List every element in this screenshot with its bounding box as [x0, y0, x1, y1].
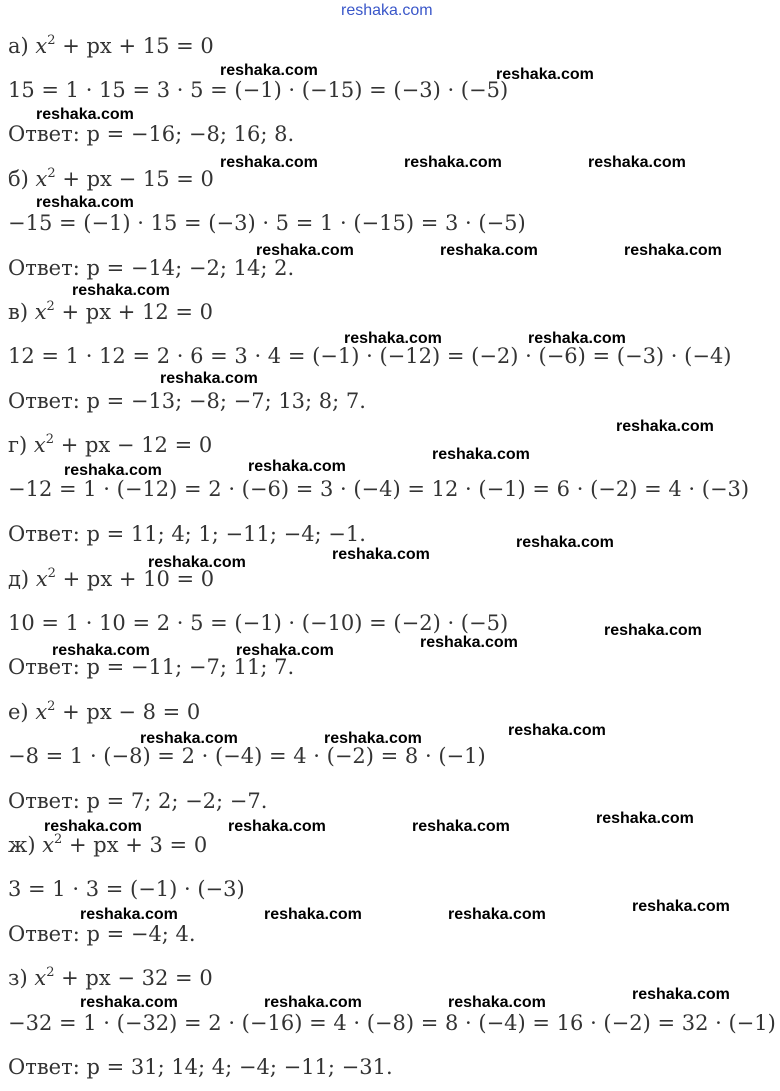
- exponent: 2: [54, 832, 63, 847]
- exponent: 2: [46, 299, 55, 314]
- answer-g: Ответ: p = 11; 4; 1; −11; −4; −1.: [8, 522, 366, 546]
- answer-d: Ответ: p = −11; −7; 11; 7.: [8, 655, 295, 679]
- equation-rest: + px − 12 = 0: [54, 433, 213, 457]
- watermark: reshaka.com: [412, 818, 510, 835]
- answer-v: Ответ: p = −13; −8; −7; 13; 8; 7.: [8, 389, 366, 413]
- equation-rest: + px + 10 = 0: [55, 567, 215, 591]
- variable-x: x: [35, 167, 48, 191]
- variable-x: x: [34, 300, 47, 324]
- watermark: reshaka.com: [220, 62, 318, 79]
- watermark: reshaka.com: [332, 546, 430, 563]
- watermark: reshaka.com: [516, 534, 614, 551]
- watermark: reshaka.com: [72, 282, 170, 299]
- factorization-g: −12 = 1 · (−12) = 2 · (−6) = 3 · (−4) = 12 · (−1) = 6 · (−2) = 4 · (−3): [8, 477, 750, 501]
- watermark: reshaka.com: [616, 418, 714, 435]
- watermark: reshaka.com: [448, 906, 546, 923]
- variable-x: x: [33, 433, 46, 457]
- equation-rest: + px + 3 = 0: [62, 833, 208, 857]
- watermark: reshaka.com: [148, 554, 246, 571]
- watermark: reshaka.com: [80, 994, 178, 1011]
- watermark: reshaka.com: [228, 818, 326, 835]
- watermark: reshaka.com: [140, 730, 238, 747]
- problem-label: г): [8, 433, 28, 457]
- factorization-e: −8 = 1 · (−8) = 2 · (−4) = 4 · (−2) = 8 · (−1): [8, 744, 486, 768]
- equation-z: [8, 966, 213, 990]
- watermark: reshaka.com: [420, 634, 518, 651]
- exponent: 2: [46, 965, 55, 980]
- watermark: reshaka.com: [344, 330, 442, 347]
- site-link[interactable]: reshaka.com: [341, 2, 433, 19]
- watermark: reshaka.com: [36, 194, 134, 211]
- variable-x: x: [34, 966, 47, 990]
- exponent: 2: [47, 33, 56, 48]
- watermark: reshaka.com: [404, 154, 502, 171]
- answer-e: Ответ: p = 7; 2; −2; −7.: [8, 789, 268, 813]
- watermark: reshaka.com: [604, 622, 702, 639]
- exponent: 2: [47, 166, 56, 181]
- equation-rest: + px + 15 = 0: [55, 34, 214, 58]
- equation-b: [8, 167, 214, 191]
- factorization-zh: 3 = 1 · 3 = (−1) · (−3): [8, 877, 245, 901]
- variable-x: x: [35, 34, 48, 58]
- watermark: reshaka.com: [596, 810, 694, 827]
- problem-label: ж): [8, 833, 36, 857]
- equation-e: [8, 700, 200, 724]
- equation-rest: + px − 15 = 0: [55, 167, 214, 191]
- factorization-v: 12 = 1 · 12 = 2 · 6 = 3 · 4 = (−1) · (−12) = (−2) · (−6) = (−3) · (−4): [8, 344, 732, 368]
- watermark: reshaka.com: [160, 370, 258, 387]
- factorization-z: −32 = 1 · (−32) = 2 · (−16) = 4 · (−8) = 8 · (−4) = 16 · (−2) = 32 · (−1): [8, 1011, 776, 1035]
- problem-label: а): [8, 34, 29, 58]
- problem-label: з): [8, 966, 28, 990]
- watermark: reshaka.com: [64, 462, 162, 479]
- watermark: reshaka.com: [44, 818, 142, 835]
- watermark: reshaka.com: [52, 642, 150, 659]
- factorization-a: 15 = 1 · 15 = 3 · 5 = (−1) · (−15) = (−3) · (−5): [8, 78, 509, 102]
- answer-a: Ответ: p = −16; −8; 16; 8.: [8, 122, 295, 146]
- variable-x: x: [35, 700, 48, 724]
- watermark: reshaka.com: [508, 722, 606, 739]
- problem-label: б): [8, 167, 29, 191]
- answer-b: Ответ: p = −14; −2; 14; 2.: [8, 256, 295, 280]
- watermark: reshaka.com: [248, 458, 346, 475]
- problem-label: е): [8, 700, 29, 724]
- watermark: reshaka.com: [448, 994, 546, 1011]
- watermark: reshaka.com: [440, 242, 538, 259]
- problem-label: д): [8, 567, 30, 591]
- equation-zh: [8, 833, 207, 857]
- factorization-d: 10 = 1 · 10 = 2 · 5 = (−1) · (−10) = (−2) · (−5): [8, 611, 509, 635]
- watermark: reshaka.com: [220, 154, 318, 171]
- answer-zh: Ответ: p = −4; 4.: [8, 922, 196, 946]
- watermark: reshaka.com: [632, 986, 730, 1003]
- watermark: reshaka.com: [80, 906, 178, 923]
- watermark: reshaka.com: [528, 330, 626, 347]
- variable-x: x: [42, 833, 55, 857]
- equation-g: [8, 433, 212, 457]
- factorization-b: −15 = (−1) · 15 = (−3) · 5 = 1 · (−15) = 3 · (−5): [8, 211, 526, 235]
- watermark: reshaka.com: [432, 446, 530, 463]
- exponent: 2: [47, 699, 56, 714]
- watermark: reshaka.com: [496, 66, 594, 83]
- exponent: 2: [47, 566, 56, 581]
- watermark: reshaka.com: [324, 730, 422, 747]
- watermark: reshaka.com: [624, 242, 722, 259]
- watermark: reshaka.com: [264, 906, 362, 923]
- equation-v: [8, 300, 213, 324]
- variable-x: x: [35, 567, 48, 591]
- exponent: 2: [45, 432, 55, 447]
- problem-label: в): [8, 300, 29, 324]
- equation-rest: + px − 8 = 0: [55, 700, 201, 724]
- watermark: reshaka.com: [256, 242, 354, 259]
- equation-rest: + px − 32 = 0: [54, 966, 213, 990]
- watermark: reshaka.com: [36, 106, 134, 123]
- answer-z: Ответ: p = 31; 14; 4; −4; −11; −31.: [8, 1055, 393, 1079]
- equation-rest: + px + 12 = 0: [54, 300, 214, 324]
- watermark: reshaka.com: [632, 898, 730, 915]
- watermark: reshaka.com: [264, 994, 362, 1011]
- watermark: reshaka.com: [588, 154, 686, 171]
- equation-a: [8, 34, 214, 58]
- watermark: reshaka.com: [236, 642, 334, 659]
